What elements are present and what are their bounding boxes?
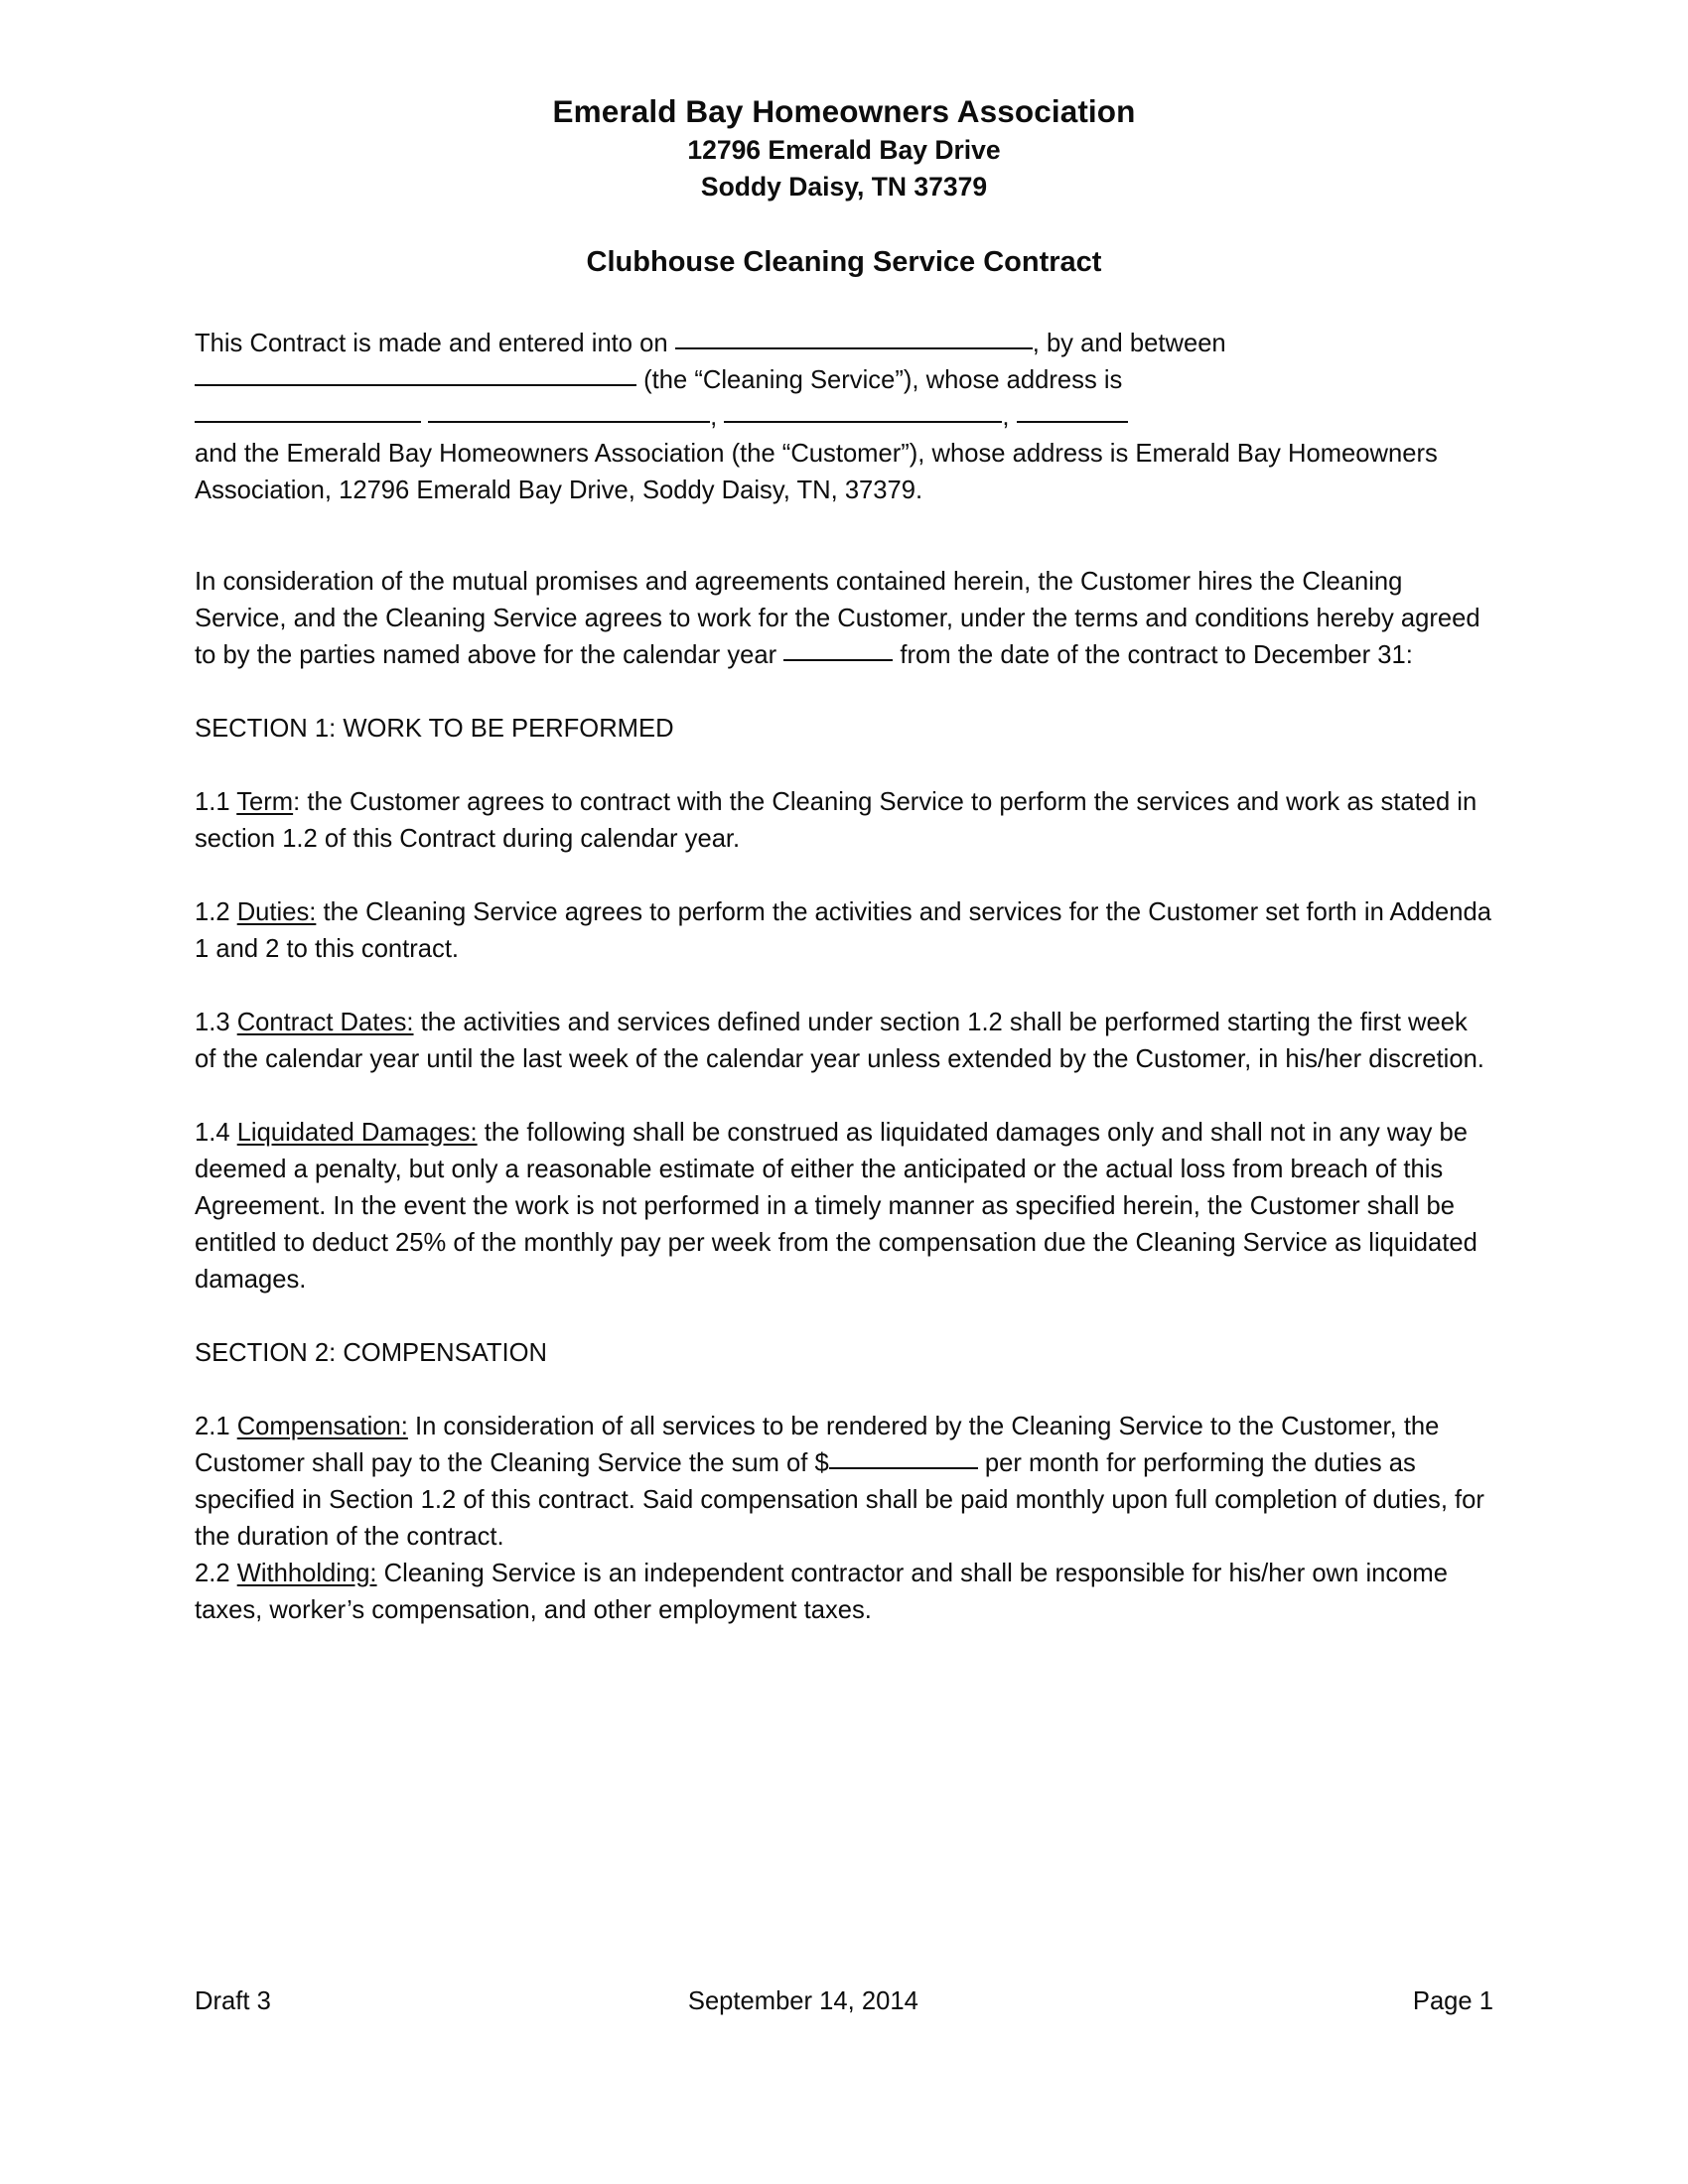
consideration-text-before: In consideration of the mutual promises and agreements contained herein, the Customer hires the Cleaning Service, and the Cleaning Service agrees to work for the Customer, under the terms and conditions hereby agreed to by the parties named above for the calendar year — [195, 567, 1480, 669]
clause-label: Term — [236, 787, 294, 816]
intro-comma-2: , — [1002, 402, 1017, 431]
spacer — [195, 282, 1493, 326]
clause-1-2 — [195, 894, 1493, 968]
intro-text-3: (the “Cleaning Service”), whose address is — [636, 365, 1123, 394]
footer-date: September 14, 2014 — [687, 1987, 918, 2015]
consideration-paragraph — [195, 564, 1493, 674]
clause-1-3 — [195, 1005, 1493, 1078]
organization-city-state-zip: Soddy Daisy, TN 37379 — [700, 171, 988, 202]
clause-body: Cleaning Service is an independent contractor and shall be responsible for his/her own income taxes, worker’s compensation, and other employment taxes. — [195, 1559, 1448, 1624]
clause-label: Contract Dates: — [236, 1008, 414, 1036]
document-content — [195, 91, 1493, 1629]
footer-page-number: Page 1 — [1412, 1987, 1493, 2015]
blank-cleaning-service-name[interactable] — [195, 364, 636, 386]
clause-2-2 — [195, 1556, 1493, 1629]
section-2-heading: SECTION 2: COMPENSATION — [195, 1338, 548, 1367]
spacer — [195, 546, 1493, 564]
clause-body-after: per month for performing the duties as specified in Section 1.2 of this contract. Said compensation shall be paid monthly upon full completion of duties, for the duration of the contract. — [195, 1448, 1484, 1551]
clause-number: 1.3 — [195, 1008, 237, 1036]
spacer — [195, 748, 1493, 784]
clause-label: Duties: — [236, 897, 317, 926]
intro-text-2: , by and between — [1032, 329, 1226, 357]
intro-paragraph — [195, 326, 1493, 436]
section-1-heading: SECTION 1: WORK TO BE PERFORMED — [195, 714, 674, 743]
clause-number: 1.2 — [195, 897, 237, 926]
spacer — [195, 1078, 1493, 1115]
intro-text-1: This Contract is made and entered into on — [195, 329, 675, 357]
clause-body-before: In consideration of all services to be rendered by the Cleaning Service to the Customer, the Customer shall pay to the Cleaning Service the sum of $ — [195, 1412, 1440, 1477]
clause-label: Withholding: — [236, 1559, 377, 1587]
blank-calendar-year[interactable] — [783, 639, 893, 661]
customer-address-paragraph: and the Emerald Bay Homeowners Association (the “Customer”), whose address is Emerald Bay Homeowners Association, 12796 Emerald Bay Drive, Soddy Daisy, TN, 37379. — [195, 439, 1438, 504]
spacer — [195, 509, 1493, 546]
footer-draft-label: Draft 3 — [195, 1987, 271, 2015]
spacer — [195, 674, 1493, 711]
blank-address-state[interactable] — [724, 401, 1002, 423]
clause-number: 2.2 — [195, 1559, 237, 1587]
clause-number: 1.4 — [195, 1118, 237, 1147]
page-footer — [195, 1987, 1493, 2016]
clause-body: the following shall be construed as liquidated damages only and shall not in any way be deemed a penalty, but only a reasonable estimate of either the anticipated or the actual loss from breach of this Agreement. In the event the work is not performed in a timely manner as specified herein, the Customer shall be entitled to deduct 25% of the monthly pay per week from the compensation due the Cleaning Service as liquidated damages. — [195, 1118, 1477, 1294]
clause-body: the Customer agrees to contract with the Cleaning Service to perform the services and work as stated in section 1.2 of this Contract during calendar year. — [195, 787, 1477, 853]
blank-monthly-amount[interactable] — [829, 1447, 978, 1469]
organization-address: 12796 Emerald Bay Drive — [687, 134, 1001, 165]
clause-body: the activities and services defined under section 1.2 shall be performed starting the first week of the calendar year until the last week of the calendar year unless extended by the Customer, in his/her discretion. — [195, 1008, 1484, 1073]
spacer — [195, 1298, 1493, 1335]
spacer — [195, 968, 1493, 1005]
document-title: Clubhouse Cleaning Service Contract — [586, 246, 1102, 279]
clause-number: 1.1 — [195, 787, 237, 816]
spacer — [195, 1372, 1493, 1409]
blank-address-zip[interactable] — [1017, 401, 1128, 423]
blank-contract-date[interactable] — [675, 328, 1033, 349]
clause-number: 2.1 — [195, 1412, 237, 1440]
clause-label: Liquidated Damages: — [236, 1118, 478, 1147]
clause-body: the Cleaning Service agrees to perform the activities and services for the Customer set forth in Addenda 1 and 2 to this contract. — [195, 897, 1491, 963]
clause-label-colon: : — [293, 787, 301, 816]
organization-title: Emerald Bay Homeowners Association — [552, 93, 1136, 129]
spacer — [195, 858, 1493, 894]
consideration-text-after: from the date of the contract to December 31: — [893, 640, 1413, 669]
clause-1-4 — [195, 1115, 1493, 1298]
intro-comma-1: , — [710, 402, 725, 431]
blank-address-street[interactable] — [195, 401, 421, 423]
clause-label: Compensation: — [236, 1412, 408, 1440]
clause-1-1 — [195, 784, 1493, 858]
clause-2-1 — [195, 1409, 1493, 1556]
blank-address-city[interactable] — [428, 401, 710, 423]
